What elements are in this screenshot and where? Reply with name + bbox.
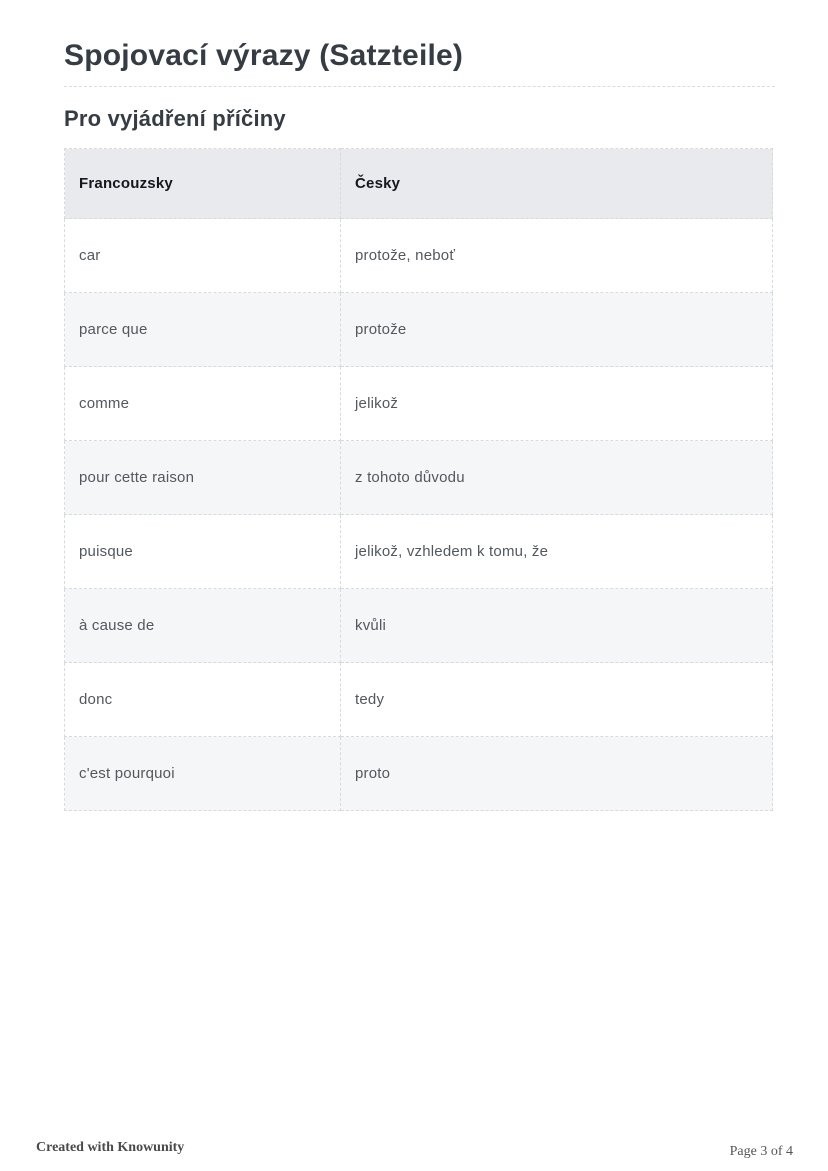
table-row bbox=[65, 515, 773, 589]
section-heading: Pro vyjádření příčiny bbox=[64, 106, 286, 131]
cell-czech: jelikož bbox=[341, 367, 773, 441]
table-row bbox=[65, 441, 773, 515]
cell-czech: jelikož, vzhledem k tomu, že bbox=[341, 515, 773, 589]
table-header-row bbox=[65, 149, 773, 219]
cell-czech: protože bbox=[341, 293, 773, 367]
cell-french: donc bbox=[65, 663, 341, 737]
cell-french: c'est pourquoi bbox=[65, 737, 341, 811]
cell-french: car bbox=[65, 219, 341, 293]
column-header-francouzsky: Francouzsky bbox=[65, 149, 341, 219]
cell-czech: kvůli bbox=[341, 589, 773, 663]
table-row bbox=[65, 367, 773, 441]
cell-french: pour cette raison bbox=[65, 441, 341, 515]
cell-french: comme bbox=[65, 367, 341, 441]
translation-table bbox=[64, 148, 773, 811]
page-footer bbox=[0, 1140, 828, 1164]
table-row bbox=[65, 293, 773, 367]
table-header bbox=[65, 149, 773, 219]
table-row bbox=[65, 737, 773, 811]
cell-czech: protože, neboť bbox=[341, 219, 773, 293]
footer-credit: Created with Knowunity bbox=[36, 1140, 185, 1155]
cell-french: puisque bbox=[65, 515, 341, 589]
page-title: Spojovací výrazy (Satzteile) bbox=[64, 39, 464, 72]
table-row bbox=[65, 663, 773, 737]
footer-page-number: Page 3 of 4 bbox=[729, 1144, 793, 1159]
title-divider bbox=[64, 86, 775, 87]
cell-french: à cause de bbox=[65, 589, 341, 663]
page-content bbox=[64, 38, 772, 811]
table-row bbox=[65, 589, 773, 663]
cell-french: parce que bbox=[65, 293, 341, 367]
cell-czech: tedy bbox=[341, 663, 773, 737]
table-row bbox=[65, 219, 773, 293]
cell-czech: proto bbox=[341, 737, 773, 811]
table-body bbox=[65, 219, 773, 811]
column-header-cesky: Česky bbox=[341, 149, 773, 219]
cell-czech: z tohoto důvodu bbox=[341, 441, 773, 515]
